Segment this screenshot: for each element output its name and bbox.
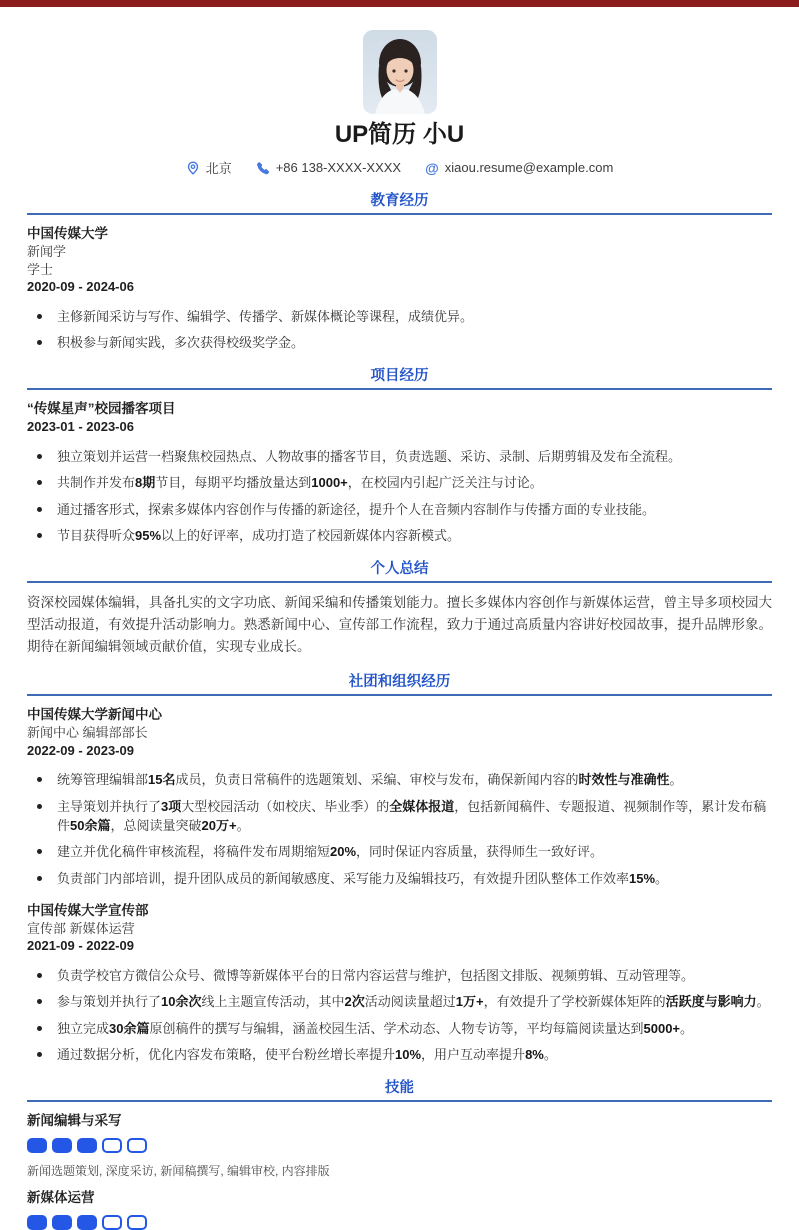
project-name: “传媒星声”校园播客项目	[27, 401, 176, 416]
org-role: 宣传部 新媒体运营	[27, 920, 135, 936]
skill-level-pill	[102, 1215, 122, 1230]
bullet-item: 主修新闻采访与写作、编辑学、传播学、新媒体概论等课程，成绩优异。	[27, 307, 772, 326]
project-date: 2023-01 - 2023-06	[27, 419, 134, 434]
skill-level-pill	[27, 1215, 47, 1230]
section-education	[27, 193, 772, 352]
bullet-item: 参与策划并执行了10余次线上主题宣传活动，其中2次活动阅读量超过1万+，有效提升了学校新媒体矩阵的活跃度与影响力。	[27, 992, 772, 1011]
contact-location-text: 北京	[205, 161, 232, 176]
section-title-organizations: 社团和组织经历	[348, 674, 451, 690]
skill-level-pill	[127, 1138, 147, 1153]
section-skills	[27, 1080, 772, 1230]
education-date: 2020-09 - 2024-06	[27, 279, 134, 294]
education-bullets	[27, 307, 772, 353]
organization-entry	[27, 902, 772, 1065]
contact-phone-text: +86 138-XXXX-XXXX	[275, 160, 402, 175]
section-summary	[27, 561, 772, 658]
org-role: 新闻中心 编辑部部长	[27, 725, 148, 740]
skill-name: 新闻编辑与采写	[27, 1113, 122, 1128]
section-head	[27, 368, 772, 390]
section-title-skills: 技能	[385, 1080, 414, 1096]
bullet-item: 通过播客形式，探索多媒体内容创作与传播的新途径，提升个人在音频内容制作与传播方面的专业技能。	[27, 500, 772, 519]
project-entry	[27, 400, 772, 545]
section-head	[27, 561, 772, 583]
skill-level	[27, 1138, 772, 1153]
avatar	[363, 30, 437, 114]
section-title-summary: 个人总结	[370, 561, 429, 577]
skill-keywords: 新闻选题策划, 深度采访, 新闻稿撰写, 编辑审校, 内容排版	[27, 1164, 330, 1178]
top-accent-bar	[0, 0, 799, 7]
section-head	[27, 1080, 772, 1102]
org-bullets	[27, 770, 772, 888]
skill-level-pill	[52, 1138, 72, 1153]
skill-level-pill	[52, 1215, 72, 1230]
education-entry	[27, 225, 772, 352]
profile-photo	[363, 30, 437, 114]
skill-level	[27, 1215, 772, 1230]
contact-row	[27, 158, 772, 177]
contact-email	[425, 160, 613, 175]
contact-email-text: xiaou.resume@example.com	[444, 160, 614, 175]
at-icon: @	[425, 159, 439, 176]
resume-page	[0, 30, 799, 1230]
bullet-item: 节目获得听众95%以上的好评率，成功打造了校园新媒体内容新模式。	[27, 526, 772, 545]
org-name: 中国传媒大学宣传部	[27, 902, 149, 918]
contact-location	[186, 158, 232, 177]
skill-level-pill	[77, 1215, 97, 1230]
bullet-item: 负责部门内部培训，提升团队成员的新闻敏感度、采写能力及编辑技巧，有效提升团队整体工作效率15%。	[27, 869, 772, 888]
skill-level-pill	[127, 1215, 147, 1230]
major: 新闻学	[27, 244, 67, 259]
org-name: 中国传媒大学新闻中心	[27, 707, 162, 722]
bullet-item: 统筹管理编辑部15名成员，负责日常稿件的选题策划、采编、审校与发布，确保新闻内容的时效性与准确性。	[27, 770, 772, 789]
skill-item	[27, 1112, 772, 1179]
summary-text: 资深校园媒体编辑，具备扎实的文字功底、新闻采编和传播策划能力。擅长多媒体内容创作与新媒体运营，曾主导多项校园大型活动报道，有效提升活动影响力。熟悉新闻中心、宣传部工作流程，致力于通过高质量内容讲好校园故事，提升品牌形象。期待在新闻编辑领域贡献价值，实现专业成长。	[27, 595, 772, 654]
candidate-name: UP简历 小U	[334, 121, 465, 148]
org-date: 2021-09 - 2022-09	[27, 938, 134, 953]
org-bullets	[27, 966, 772, 1065]
phone-icon	[256, 161, 270, 175]
bullet-item: 建立并优化稿件审核流程，将稿件发布周期缩短20%，同时保证内容质量，获得师生一致好评。	[27, 842, 772, 861]
bullet-item: 负责学校官方微信公众号、微博等新媒体平台的日常内容运营与维护，包括图文排版、视频剪辑、互动管理等。	[27, 966, 772, 985]
bullet-item: 共制作并发布8期节目，每期平均播放量达到1000+，在校园内引起广泛关注与讨论。	[27, 473, 772, 492]
resume-header	[27, 30, 772, 177]
degree: 学士	[27, 261, 54, 277]
section-head	[27, 674, 772, 696]
bullet-item: 独立策划并运营一档聚焦校园热点、人物故事的播客节目，负责选题、采访、录制、后期剪辑及发布全流程。	[27, 447, 772, 466]
project-bullets	[27, 447, 772, 546]
bullet-item: 主导策划并执行了3项大型校园活动（如校庆、毕业季）的全媒体报道，包括新闻稿件、专题报道、视频制作等，累计发布稿件50余篇，总阅读量突破20万+。	[27, 797, 772, 835]
section-title-projects: 项目经历	[370, 368, 429, 384]
bullet-item: 独立完成30余篇原创稿件的撰写与编辑，涵盖校园生活、学术动态、人物专访等，平均每篇阅读量达到5000+。	[27, 1019, 772, 1038]
skill-item	[27, 1189, 772, 1230]
location-icon	[186, 161, 200, 175]
skill-name: 新媒体运营	[27, 1190, 95, 1205]
bullet-item: 通过数据分析，优化内容发布策略，使平台粉丝增长率提升10%，用户互动率提升8%。	[27, 1045, 772, 1064]
section-organizations	[27, 674, 772, 1064]
org-date: 2022-09 - 2023-09	[27, 742, 134, 758]
skill-level-pill	[77, 1138, 97, 1153]
skill-level-pill	[27, 1138, 47, 1153]
section-head	[27, 193, 772, 215]
section-projects	[27, 368, 772, 545]
bullet-item: 积极参与新闻实践，多次获得校级奖学金。	[27, 333, 772, 352]
organization-entry	[27, 706, 772, 888]
school-name: 中国传媒大学	[27, 226, 108, 241]
section-title-education: 教育经历	[370, 193, 429, 209]
skill-level-pill	[102, 1138, 122, 1153]
contact-phone	[256, 160, 401, 175]
